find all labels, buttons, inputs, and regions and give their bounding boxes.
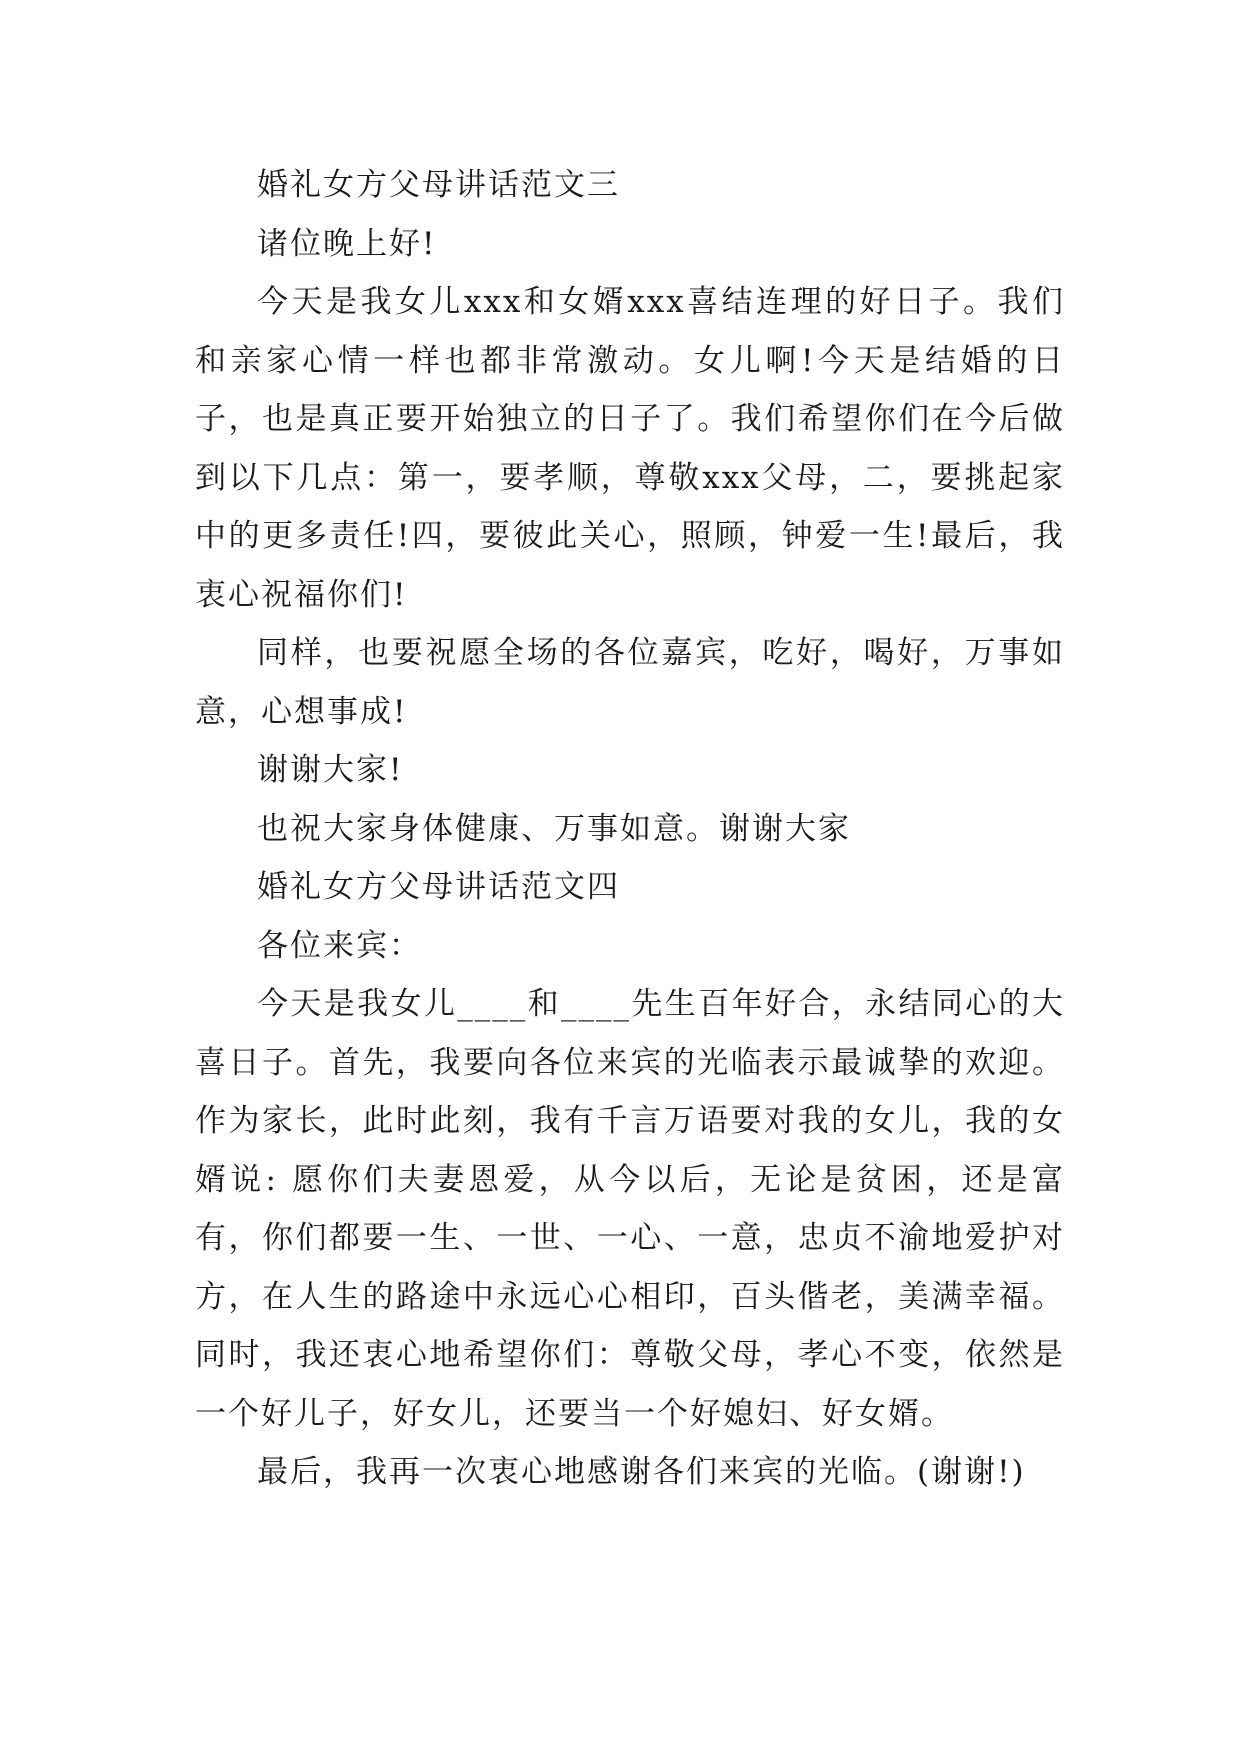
speech-3-closing: 也祝大家身体健康、万事如意。谢谢大家: [257, 810, 851, 847]
greeting-3: 诸位晚上好!: [257, 225, 437, 262]
speech-3-paragraph-2: 同样，也要祝愿全场的各位嘉宾，吃好，喝好，万事如意，心想事成!: [195, 635, 1065, 730]
section-title-3: 婚礼女方父母讲话范文三: [257, 167, 620, 203]
speech-3-paragraph-1: 今天是我女儿xxx和女婿xxx喜结连理的好日子。我们和亲家心情一样也都非常激动。女儿啊!今天是结婚的日子，也是真正要开始独立的日子了。我们希望你们在今后做到以下几点：第一，要孝顺，尊敬xxx父母，二，要挑起家中的更多责任!四，要彼此关心，照顾，钟爱一生!最后，我衷心祝福你们!: [195, 284, 1065, 613]
greeting-4: 各位来宾：: [257, 927, 422, 964]
speech-4-closing: 最后，我再一次衷心地感谢各们来宾的光临。(谢谢!): [257, 1454, 1026, 1490]
speech-3-thanks: 谢谢大家!: [257, 752, 404, 788]
speech-4-paragraph-1: 今天是我女儿____和____先生百年好合，永结同心的大喜日子。首先，我要向各位来宾的光临表示最诚挚的欢迎。作为家长，此时此刻，我有千言万语要对我的女儿，我的女婿说: 愿你们夫妻恩爱，从今以后，无论是贫困，还是富有，你们都要一生、一世、一心、一意，忠贞不渝地爱护对方，在人生的路途中永远心心相印，百头偕老，美满幸福。同时，我还衷心地希望你们：尊敬父母，孝心不变，依然是一个好儿子，好女儿，还要当一个好媳妇、好女婿。: [195, 986, 1065, 1432]
section-title-4: 婚礼女方父母讲话范文四: [257, 869, 620, 905]
document-body: [195, 156, 1065, 1502]
